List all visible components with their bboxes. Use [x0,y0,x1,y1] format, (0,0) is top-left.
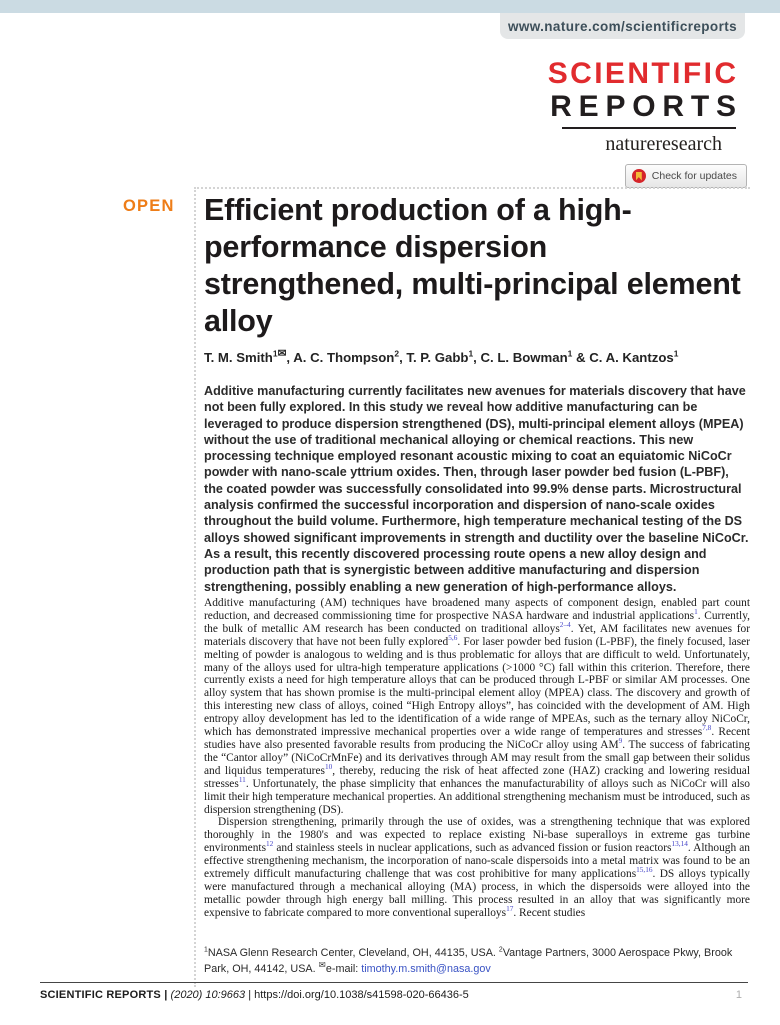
footer-divider [40,982,748,983]
check-for-updates-label: Check for updates [651,170,737,182]
citation-ref[interactable]: 12 [266,840,274,849]
citation-ref[interactable]: 1 [694,608,698,617]
citation-ref[interactable]: 11 [238,775,246,784]
affiliation-marker: 1 [204,946,208,954]
logo-divider [562,127,736,129]
check-for-updates-button[interactable] [625,164,747,188]
affiliations [204,946,750,977]
article-body [204,597,750,949]
affiliation-marker: 1 [272,348,278,359]
page-number: 1 [735,989,742,1001]
text-segment: . Unfortunately, the phase simplicity that enhances the manufacturability of alloys such as NiCoCr will also limit their high temperature mechanical properties. An additional strengthening mechanism must be introduced, such as dispersion strengthening (DS). [204,777,750,816]
envelope-icon: ✉ [277,347,287,360]
text-segment: , A. C. Thompson [286,350,395,365]
text-segment: . Recent studies [513,906,586,919]
text-segment: , T. P. Gabb [399,350,469,365]
abstract-text: Additive manufacturing currently facilitates new avenues for materials discovery that have not been fully explored. In this study we reveal how additive manufacturing can be leveraged to produce dispersion strengthened (DS), multi-principal element alloys (MPEA) without the use of traditional mechanical alloying or chemical reactions. This new processing technique employed resonant acoustic mixing to coat an equiatomic NiCoCr powder with nano-scale yttrium oxides. Then, through laser powder bed fusion (L-PBF), the coated powder was successfully consolidated into 99.9% dense parts. Microstructural analysis confirmed the successful incorporation and dispersion of nano-scale oxides throughout the build volume. Furthermore, high temperature mechanical testing of the DS alloys showed significant improvements in strength and ductility over the baseline NiCoCr. As a result, this recently discovered processing route opens a new alloy design and production path that is synergistic between additive manufacturing and dispersion strengthening, possibly enabling a new generation of high-performance alloys. [204,384,749,594]
citation-ref[interactable]: 7,8 [702,724,712,733]
text-segment: . Although an effective strengthening mechanism, the incorporation of nano-scale dispersoids into a metal matrix was found to be an extremely difficult manufacturing challenge that was cost prohibitive for many applications [204,842,750,881]
citation-ref[interactable]: 15,16 [636,866,653,875]
email-link[interactable]: timothy.m.smith@nasa.gov [361,962,491,975]
article-title: Efficient production of a high-performance dispersion strengthened, multi-principal element alloy [204,193,741,338]
citation-ref[interactable]: 13,14 [671,840,688,849]
footer-journal-name: SCIENTIFIC REPORTS | [40,989,168,1001]
text-segment: T. M. Smith [204,350,273,365]
text-segment: NASA Glenn Research Center, Cleveland, OH, 44135, USA. [207,947,499,959]
text-segment: & C. A. Kantzos [572,350,674,365]
affiliation-marker: 2 [498,946,503,954]
affiliation-marker: 1 [567,348,573,359]
affiliation-marker: 1 [673,348,679,359]
citation-ref[interactable]: 17 [506,904,514,913]
footer-doi: | https://doi.org/10.1038/s41598-020-66436-5 [248,989,469,1001]
text-segment: . Currently, the bulk of metallic AM research has been conducted on traditional alloys [204,609,750,635]
text-segment: . Yet, AM facilitates new avenues for materials discovery that have not been fully explored [204,622,750,648]
text-segment: Vantage Partners, 3000 Aerospace Pkwy, Brook Park, OH, 44142, USA. [204,947,733,975]
text-segment: . The success of fabricating the “Cantor alloy” (NiCoCrMnFe) and its derivatives through AM may result from the small gap between their solidus and liquidus temperatures [204,738,750,777]
text-segment: and stainless steels in nuclear applications, such as advanced fission or fusion reactors [273,842,672,855]
site-url-tab [500,13,745,39]
text-segment: , thereby, reducing the risk of heat affected zone (HAZ) cracking and lowering residual stresses [204,764,750,790]
author-list [204,347,750,365]
publisher-wordmark: natureresearch [605,133,722,155]
text-segment: . Recent studies have also presented favorable results from producing the NiCoCr alloy using AM [204,726,750,751]
affiliation-marker: 2 [394,348,400,359]
affiliation-marker: 1 [468,348,474,359]
text-segment: , C. L. Bowman [473,350,568,365]
text-segment: Additive manufacturing (AM) techniques have broadened many aspects of component design, enabled part count reduction, and decreased commissioning time for prospective NASA hardware and industrial applications [204,597,750,622]
text-segment: . For laser powder bed fusion (L-PBF), the finely focused, laser melting of powder is analogous to welding and is thus problematic for alloys that are difficult to weld. Unfortunately, many of the alloys used for ultra-high temperature applications (>1000 °C) fall within this criterion. Therefore, there currently exists a need for high temperature alloys that can be produced through L-PBF or similar AM processes. One alloy system that has shown promise is the multi-principal element alloy (MPEA) class. The discovery and growth of this interesting new class of alloys, coined “High Entropy alloys”, has coincided with the development of AM. High entropy alloy development has led to the identification of a wide range of MPEAs, such as the ternary alloy NiCoCr, which has demonstrated impressive mechanical properties over a wide range of temperatures and stresses [204,635,750,739]
journal-logo [547,57,743,156]
citation-ref[interactable]: 2–4 [559,621,571,630]
open-access-label: OPEN [123,197,175,215]
text-segment: . DS alloys typically were manufactured through a mechanical alloying (MA) process, in which the dispersoids were alloyed into the metallic powder through high energy ball milling. This process resulted in an alloy that was significantly more expensive to fabricate compared to more conventional superalloys [204,868,750,919]
journal-logo-scientific: SCIENTIFIC [547,57,739,90]
body-paragraph [204,597,750,816]
text-segment: Dispersion strengthening, primarily through the use of oxides, was a strengthening technique that was explored thoroughly in the 1980's and was expected to replace existing Ni-base superalloys in extreme gas turbine environments [204,816,750,855]
body-paragraph [204,816,750,919]
footer-citation-line [40,989,700,1001]
citation-ref[interactable]: 5,6 [448,633,458,642]
footer-citation: (2020) 10:9663 [167,989,249,1001]
top-color-band [0,0,780,13]
citation-ref[interactable]: 9 [618,737,623,746]
envelope-icon: ✉ [318,958,326,969]
site-url-text: www.nature.com/scientificreports [507,18,738,34]
text-segment: e-mail: [325,962,362,975]
journal-logo-reports: REPORTS [550,90,743,123]
citation-ref[interactable]: 10 [324,762,333,771]
crossmark-icon [632,169,646,183]
